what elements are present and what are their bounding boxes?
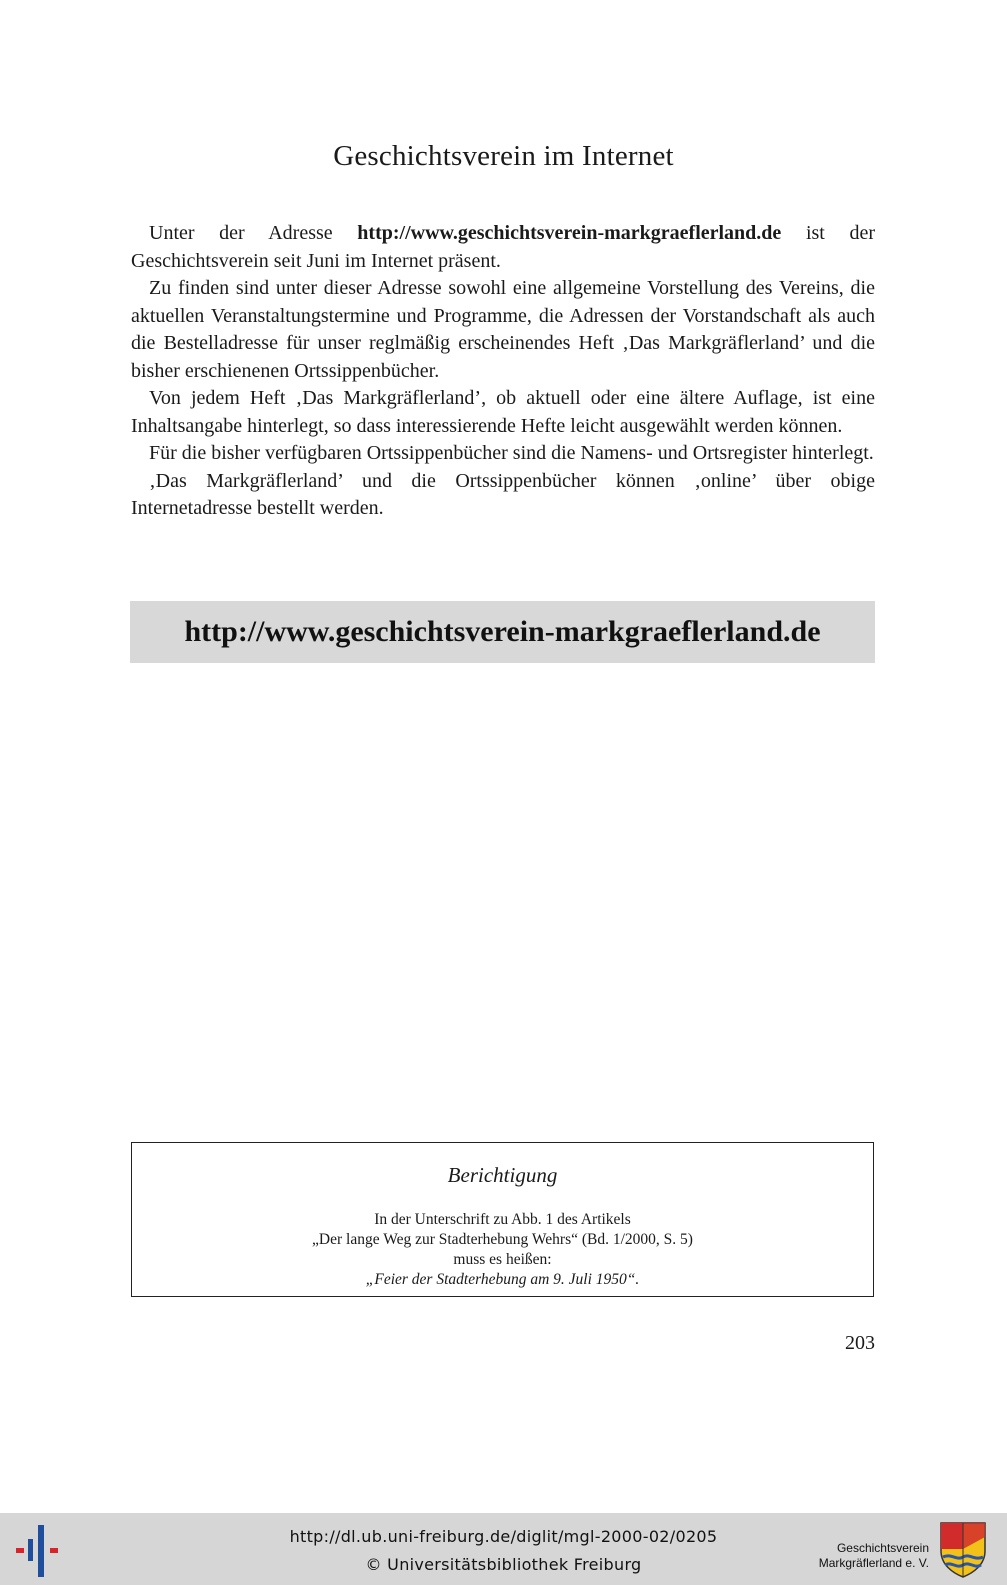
paragraph-1-prefix: Unter der Adresse xyxy=(149,222,358,244)
paragraph-5: ‚Das Markgräflerland’ und die Ortssippenbücher können ‚online’ über obige Internetadresse bestellt werden. xyxy=(131,469,875,519)
url-banner-text[interactable]: http://www.geschichtsverein-markgraeflerland.de xyxy=(184,615,821,648)
society-name xyxy=(819,1541,929,1571)
footer-url-link[interactable]: http://dl.ub.uni-freiburg.de/diglit/mgl-2000-02/0205 xyxy=(289,1527,718,1546)
correction-line-2: „Der lange Weg zur Stadterhebung Wehrs“ (Bd. 1/2000, S. 5) xyxy=(312,1231,693,1248)
correction-box xyxy=(131,1142,874,1297)
paragraph-1-suffix: ist der Geschichtsverein seit Juni im Internet präsent. xyxy=(131,222,875,272)
society-name-line-2: Markgräflerland e. V. xyxy=(818,1556,929,1570)
society-name-line-1: Geschichtsverein xyxy=(836,1541,929,1555)
correction-title: Berichtigung xyxy=(447,1163,558,1187)
correction-text xyxy=(132,1210,873,1290)
footer-bar xyxy=(0,1513,1007,1585)
paragraph-4: Für die bisher verfügbaren Ortssippenbücher sind die Namens- und Ortsregister hinterlegt. xyxy=(149,442,874,464)
correction-line-3: muss es heißen: xyxy=(453,1251,552,1268)
footer-copyright: © Universitätsbibliothek Freiburg xyxy=(365,1555,642,1574)
paragraph-1 xyxy=(131,220,875,275)
page-number: 203 xyxy=(845,1332,875,1354)
correction-line-1: In der Unterschrift zu Abb. 1 des Artikels xyxy=(374,1211,631,1228)
paragraph-3: Von jedem Heft ‚Das Markgräflerland’, ob aktuell oder eine ältere Auflage, ist eine Inhaltsangabe hinterlegt, so dass interessierende Hefte leicht ausgewählt werden können. xyxy=(131,387,875,437)
url-banner[interactable] xyxy=(130,601,875,663)
page-title: Geschichtsverein im Internet xyxy=(333,140,674,172)
inline-url-link[interactable]: http://www.geschichtsverein-markgraeflerland.de xyxy=(357,222,782,244)
coat-of-arms-icon xyxy=(937,1519,989,1579)
article-body xyxy=(131,220,875,523)
correction-line-4: „Feier der Stadterhebung am 9. Juli 1950“. xyxy=(365,1271,640,1288)
paragraph-2: Zu finden sind unter dieser Adresse sowohl eine allgemeine Vorstellung des Vereins, die aktuellen Veranstaltungstermine und Programme, die Adressen der Vorstandschaft als auch die Bestelladresse für unser reglmäßig erscheinendes Heft ‚Das Markgräflerland’ und die bisher erschienenen Ortssippenbücher. xyxy=(131,277,875,382)
